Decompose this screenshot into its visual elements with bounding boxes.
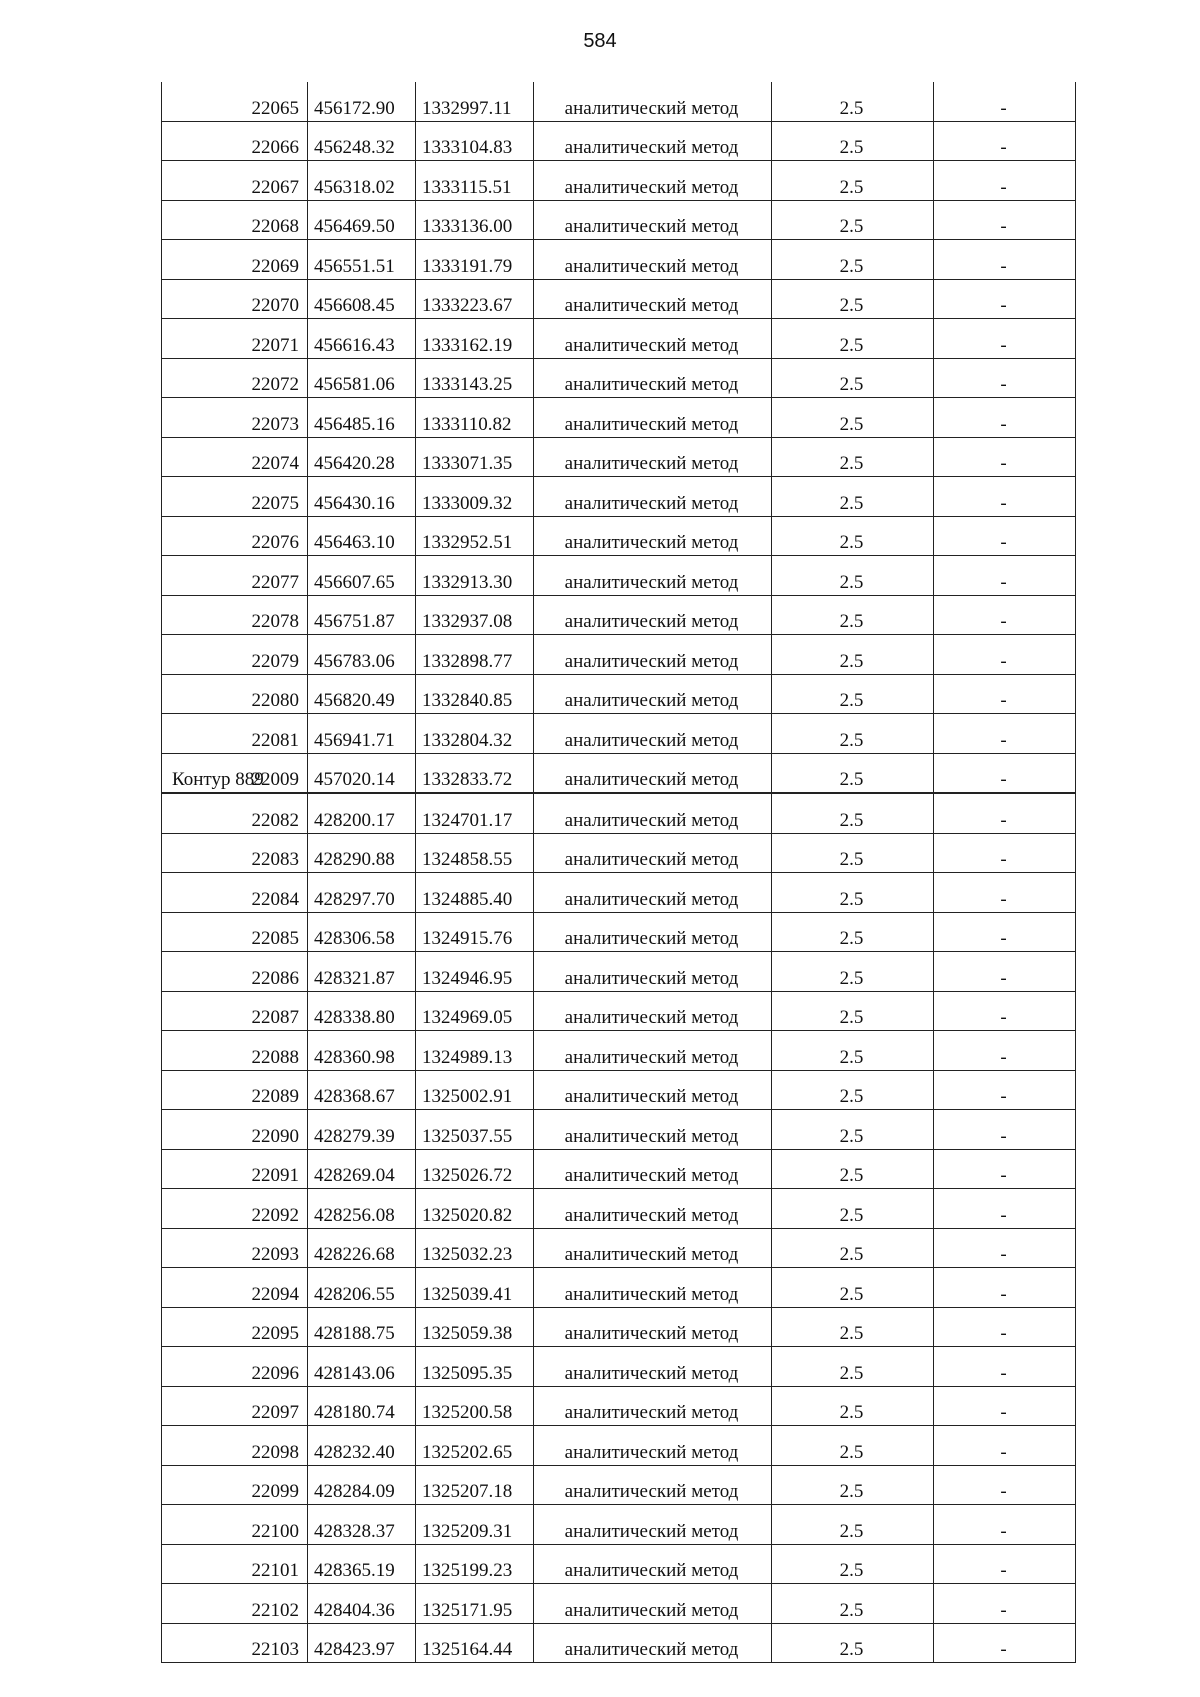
x-coordinate-cell: 428328.37	[308, 1505, 416, 1545]
accuracy-cell: 2.5	[772, 912, 934, 952]
x-coordinate-cell: 457020.14	[308, 753, 416, 793]
y-coordinate-cell: 1333110.82	[416, 398, 534, 438]
y-coordinate-cell: 1332997.11	[416, 82, 534, 121]
method-cell: аналитический метод	[534, 1426, 772, 1466]
table-row	[162, 121, 1076, 161]
table-row	[162, 1544, 1076, 1584]
point-number-cell: 22103	[162, 1623, 308, 1663]
table-row	[162, 912, 1076, 952]
table-row	[162, 1426, 1076, 1466]
description-cell: -	[934, 240, 1076, 280]
point-number-cell: 22069	[162, 240, 308, 280]
y-coordinate-cell: 1324946.95	[416, 952, 534, 992]
x-coordinate-cell: 456485.16	[308, 398, 416, 438]
accuracy-cell: 2.5	[772, 161, 934, 201]
y-coordinate-cell: 1324915.76	[416, 912, 534, 952]
point-number-cell: 22070	[162, 279, 308, 319]
point-number-cell: 22100	[162, 1505, 308, 1545]
x-coordinate-cell: 428338.80	[308, 991, 416, 1031]
accuracy-cell: 2.5	[772, 516, 934, 556]
method-cell: аналитический метод	[534, 437, 772, 477]
method-cell: аналитический метод	[534, 1465, 772, 1505]
table-row	[162, 595, 1076, 635]
point-number-cell: 22080	[162, 674, 308, 714]
x-coordinate-cell: 456941.71	[308, 714, 416, 754]
accuracy-cell: 2.5	[772, 1149, 934, 1189]
y-coordinate-cell: 1332898.77	[416, 635, 534, 675]
x-coordinate-cell: 456469.50	[308, 200, 416, 240]
point-number-cell: 22009	[162, 753, 308, 793]
y-coordinate-cell: 1332913.30	[416, 556, 534, 596]
x-coordinate-cell: 428297.70	[308, 873, 416, 913]
point-number-cell: 22090	[162, 1110, 308, 1150]
table-row	[162, 200, 1076, 240]
x-coordinate-cell: 456172.90	[308, 82, 416, 121]
method-cell: аналитический метод	[534, 794, 772, 834]
method-cell: аналитический метод	[534, 952, 772, 992]
accuracy-cell: 2.5	[772, 121, 934, 161]
x-coordinate-cell: 428423.97	[308, 1623, 416, 1663]
table-row	[162, 1623, 1076, 1663]
accuracy-cell: 2.5	[772, 240, 934, 280]
x-coordinate-cell: 456248.32	[308, 121, 416, 161]
accuracy-cell: 2.5	[772, 200, 934, 240]
table-row	[162, 873, 1076, 913]
y-coordinate-cell: 1333136.00	[416, 200, 534, 240]
point-number-cell: 22099	[162, 1465, 308, 1505]
table-row	[162, 1505, 1076, 1545]
accuracy-cell: 2.5	[772, 1623, 934, 1663]
method-cell: аналитический метод	[534, 1544, 772, 1584]
description-cell: -	[934, 556, 1076, 596]
description-cell: -	[934, 1465, 1076, 1505]
table-row	[162, 398, 1076, 438]
method-cell: аналитический метод	[534, 912, 772, 952]
x-coordinate-cell: 428256.08	[308, 1189, 416, 1229]
accuracy-cell: 2.5	[772, 753, 934, 793]
x-coordinate-cell: 456608.45	[308, 279, 416, 319]
description-cell: -	[934, 200, 1076, 240]
y-coordinate-cell: 1333009.32	[416, 477, 534, 517]
point-number-cell: 22066	[162, 121, 308, 161]
table-row	[162, 437, 1076, 477]
point-number-cell: 22085	[162, 912, 308, 952]
table-row	[162, 1228, 1076, 1268]
table-row	[162, 1584, 1076, 1624]
method-cell: аналитический метод	[534, 595, 772, 635]
y-coordinate-cell: 1333223.67	[416, 279, 534, 319]
method-cell: аналитический метод	[534, 161, 772, 201]
x-coordinate-cell: 428365.19	[308, 1544, 416, 1584]
description-cell: -	[934, 873, 1076, 913]
x-coordinate-cell: 456420.28	[308, 437, 416, 477]
description-cell: -	[934, 1149, 1076, 1189]
method-cell: аналитический метод	[534, 1307, 772, 1347]
y-coordinate-cell: 1333143.25	[416, 358, 534, 398]
coordinates-table-body	[162, 82, 1076, 793]
x-coordinate-cell: 428284.09	[308, 1465, 416, 1505]
description-cell: -	[934, 121, 1076, 161]
y-coordinate-cell: 1333071.35	[416, 437, 534, 477]
method-cell: аналитический метод	[534, 358, 772, 398]
method-cell: аналитический метод	[534, 1149, 772, 1189]
point-number-cell: 22072	[162, 358, 308, 398]
table-row	[162, 753, 1076, 793]
y-coordinate-cell: 1325095.35	[416, 1347, 534, 1387]
accuracy-cell: 2.5	[772, 398, 934, 438]
description-cell: -	[934, 714, 1076, 754]
description-cell: -	[934, 516, 1076, 556]
y-coordinate-cell: 1325026.72	[416, 1149, 534, 1189]
description-cell: -	[934, 319, 1076, 359]
table-row	[162, 1149, 1076, 1189]
accuracy-cell: 2.5	[772, 279, 934, 319]
point-number-cell: 22084	[162, 873, 308, 913]
point-number-cell: 22095	[162, 1307, 308, 1347]
y-coordinate-cell: 1332804.32	[416, 714, 534, 754]
point-number-cell: 22089	[162, 1070, 308, 1110]
method-cell: аналитический метод	[534, 1386, 772, 1426]
accuracy-cell: 2.5	[772, 794, 934, 834]
x-coordinate-cell: 456616.43	[308, 319, 416, 359]
table-row	[162, 1268, 1076, 1308]
x-coordinate-cell: 428360.98	[308, 1031, 416, 1071]
table-row	[162, 1465, 1076, 1505]
description-cell: -	[934, 674, 1076, 714]
accuracy-cell: 2.5	[772, 1228, 934, 1268]
x-coordinate-cell: 456318.02	[308, 161, 416, 201]
method-cell: аналитический метод	[534, 1347, 772, 1387]
table-row	[162, 358, 1076, 398]
x-coordinate-cell: 428206.55	[308, 1268, 416, 1308]
table-row	[162, 516, 1076, 556]
x-coordinate-cell: 456820.49	[308, 674, 416, 714]
table-row	[162, 635, 1076, 675]
method-cell: аналитический метод	[534, 398, 772, 438]
description-cell: -	[934, 912, 1076, 952]
point-number-cell: 22071	[162, 319, 308, 359]
point-number-cell: 22094	[162, 1268, 308, 1308]
description-cell: -	[934, 1386, 1076, 1426]
table-row	[162, 1110, 1076, 1150]
description-cell: -	[934, 398, 1076, 438]
description-cell: -	[934, 635, 1076, 675]
point-number-cell: 22098	[162, 1426, 308, 1466]
method-cell: аналитический метод	[534, 1070, 772, 1110]
x-coordinate-cell: 428368.67	[308, 1070, 416, 1110]
accuracy-cell: 2.5	[772, 319, 934, 359]
accuracy-cell: 2.5	[772, 833, 934, 873]
description-cell: -	[934, 1031, 1076, 1071]
accuracy-cell: 2.5	[772, 1584, 934, 1624]
point-number-cell: 22068	[162, 200, 308, 240]
y-coordinate-cell: 1325207.18	[416, 1465, 534, 1505]
point-number-cell: 22074	[162, 437, 308, 477]
accuracy-cell: 2.5	[772, 991, 934, 1031]
method-cell: аналитический метод	[534, 833, 772, 873]
method-cell: аналитический метод	[534, 1031, 772, 1071]
x-coordinate-cell: 428290.88	[308, 833, 416, 873]
description-cell: -	[934, 1110, 1076, 1150]
y-coordinate-cell: 1325164.44	[416, 1623, 534, 1663]
point-number-cell: 22086	[162, 952, 308, 992]
method-cell: аналитический метод	[534, 635, 772, 675]
y-coordinate-cell: 1332952.51	[416, 516, 534, 556]
method-cell: аналитический метод	[534, 240, 772, 280]
table-row	[162, 1386, 1076, 1426]
y-coordinate-cell: 1325059.38	[416, 1307, 534, 1347]
method-cell: аналитический метод	[534, 1268, 772, 1308]
x-coordinate-cell: 428306.58	[308, 912, 416, 952]
contour-label: Контур 889	[172, 769, 264, 790]
table-row	[162, 1347, 1076, 1387]
point-number-cell: 22087	[162, 991, 308, 1031]
description-cell: -	[934, 1070, 1076, 1110]
y-coordinate-cell: 1333104.83	[416, 121, 534, 161]
point-number-cell: 22076	[162, 516, 308, 556]
description-cell: -	[934, 833, 1076, 873]
y-coordinate-cell: 1324989.13	[416, 1031, 534, 1071]
y-coordinate-cell: 1332833.72	[416, 753, 534, 793]
y-coordinate-cell: 1333191.79	[416, 240, 534, 280]
y-coordinate-cell: 1325037.55	[416, 1110, 534, 1150]
description-cell: -	[934, 595, 1076, 635]
point-number-cell: 22091	[162, 1149, 308, 1189]
y-coordinate-cell: 1325200.58	[416, 1386, 534, 1426]
point-number-cell: 22102	[162, 1584, 308, 1624]
y-coordinate-cell: 1332840.85	[416, 674, 534, 714]
point-number-cell: 22092	[162, 1189, 308, 1229]
description-cell: -	[934, 1544, 1076, 1584]
accuracy-cell: 2.5	[772, 674, 934, 714]
point-number-cell: 22088	[162, 1031, 308, 1071]
coordinates-table-contour-889	[161, 793, 1076, 1663]
description-cell: -	[934, 794, 1076, 834]
point-number-cell: 22093	[162, 1228, 308, 1268]
point-number-cell: 22101	[162, 1544, 308, 1584]
method-cell: аналитический метод	[534, 556, 772, 596]
table-row	[162, 952, 1076, 992]
description-cell: -	[934, 1505, 1076, 1545]
accuracy-cell: 2.5	[772, 1307, 934, 1347]
accuracy-cell: 2.5	[772, 556, 934, 596]
method-cell: аналитический метод	[534, 1228, 772, 1268]
point-number-cell: 22078	[162, 595, 308, 635]
accuracy-cell: 2.5	[772, 714, 934, 754]
method-cell: аналитический метод	[534, 674, 772, 714]
y-coordinate-cell: 1324885.40	[416, 873, 534, 913]
y-coordinate-cell: 1325020.82	[416, 1189, 534, 1229]
point-number-cell: 22075	[162, 477, 308, 517]
method-cell: аналитический метод	[534, 1584, 772, 1624]
description-cell: -	[934, 1228, 1076, 1268]
accuracy-cell: 2.5	[772, 1268, 934, 1308]
y-coordinate-cell: 1325039.41	[416, 1268, 534, 1308]
description-cell: -	[934, 1623, 1076, 1663]
table-row	[162, 674, 1076, 714]
x-coordinate-cell: 456607.65	[308, 556, 416, 596]
y-coordinate-cell: 1333162.19	[416, 319, 534, 359]
accuracy-cell: 2.5	[772, 952, 934, 992]
table-row	[162, 1070, 1076, 1110]
point-number-cell: 22077	[162, 556, 308, 596]
table-row	[162, 794, 1076, 834]
description-cell: -	[934, 991, 1076, 1031]
method-cell: аналитический метод	[534, 121, 772, 161]
accuracy-cell: 2.5	[772, 1505, 934, 1545]
method-cell: аналитический метод	[534, 991, 772, 1031]
table-row	[162, 477, 1076, 517]
table-row	[162, 240, 1076, 280]
description-cell: -	[934, 279, 1076, 319]
x-coordinate-cell: 428404.36	[308, 1584, 416, 1624]
table-row	[162, 1189, 1076, 1229]
table-row	[162, 161, 1076, 201]
x-coordinate-cell: 456783.06	[308, 635, 416, 675]
accuracy-cell: 2.5	[772, 595, 934, 635]
method-cell: аналитический метод	[534, 477, 772, 517]
table-row	[162, 319, 1076, 359]
table-row	[162, 833, 1076, 873]
x-coordinate-cell: 428269.04	[308, 1149, 416, 1189]
accuracy-cell: 2.5	[772, 1465, 934, 1505]
description-cell: -	[934, 1307, 1076, 1347]
x-coordinate-cell: 428180.74	[308, 1386, 416, 1426]
accuracy-cell: 2.5	[772, 437, 934, 477]
x-coordinate-cell: 428200.17	[308, 794, 416, 834]
description-cell: -	[934, 161, 1076, 201]
point-number-cell: 22079	[162, 635, 308, 675]
description-cell: -	[934, 1347, 1076, 1387]
y-coordinate-cell: 1325002.91	[416, 1070, 534, 1110]
method-cell: аналитический метод	[534, 714, 772, 754]
y-coordinate-cell: 1325171.95	[416, 1584, 534, 1624]
point-number-cell: 22073	[162, 398, 308, 438]
description-cell: -	[934, 1189, 1076, 1229]
description-cell: -	[934, 1584, 1076, 1624]
method-cell: аналитический метод	[534, 279, 772, 319]
table-row	[162, 1307, 1076, 1347]
point-number-cell: 22067	[162, 161, 308, 201]
method-cell: аналитический метод	[534, 873, 772, 913]
accuracy-cell: 2.5	[772, 1386, 934, 1426]
description-cell: -	[934, 82, 1076, 121]
coordinates-table-body	[162, 794, 1076, 1663]
coordinates-table-continued	[161, 82, 1076, 793]
accuracy-cell: 2.5	[772, 1070, 934, 1110]
method-cell: аналитический метод	[534, 753, 772, 793]
method-cell: аналитический метод	[534, 1505, 772, 1545]
description-cell: -	[934, 477, 1076, 517]
table-row	[162, 714, 1076, 754]
table-row	[162, 279, 1076, 319]
table-row	[162, 1031, 1076, 1071]
x-coordinate-cell: 456430.16	[308, 477, 416, 517]
accuracy-cell: 2.5	[772, 873, 934, 913]
accuracy-cell: 2.5	[772, 1347, 934, 1387]
method-cell: аналитический метод	[534, 1189, 772, 1229]
point-number-cell: 22082	[162, 794, 308, 834]
y-coordinate-cell: 1325209.31	[416, 1505, 534, 1545]
accuracy-cell: 2.5	[772, 635, 934, 675]
method-cell: аналитический метод	[534, 516, 772, 556]
table-row	[162, 556, 1076, 596]
accuracy-cell: 2.5	[772, 1426, 934, 1466]
accuracy-cell: 2.5	[772, 1544, 934, 1584]
point-number-cell: 22081	[162, 714, 308, 754]
table-row	[162, 82, 1076, 121]
description-cell: -	[934, 753, 1076, 793]
accuracy-cell: 2.5	[772, 82, 934, 121]
x-coordinate-cell: 428188.75	[308, 1307, 416, 1347]
x-coordinate-cell: 428232.40	[308, 1426, 416, 1466]
x-coordinate-cell: 456581.06	[308, 358, 416, 398]
y-coordinate-cell: 1324858.55	[416, 833, 534, 873]
x-coordinate-cell: 456551.51	[308, 240, 416, 280]
accuracy-cell: 2.5	[772, 358, 934, 398]
description-cell: -	[934, 1426, 1076, 1466]
x-coordinate-cell: 428226.68	[308, 1228, 416, 1268]
accuracy-cell: 2.5	[772, 1031, 934, 1071]
point-number-cell: 22083	[162, 833, 308, 873]
description-cell: -	[934, 437, 1076, 477]
accuracy-cell: 2.5	[772, 477, 934, 517]
y-coordinate-cell: 1324969.05	[416, 991, 534, 1031]
x-coordinate-cell: 428321.87	[308, 952, 416, 992]
point-number-cell: 22097	[162, 1386, 308, 1426]
description-cell: -	[934, 358, 1076, 398]
x-coordinate-cell: 456463.10	[308, 516, 416, 556]
point-number-cell: 22096	[162, 1347, 308, 1387]
y-coordinate-cell: 1332937.08	[416, 595, 534, 635]
description-cell: -	[934, 952, 1076, 992]
method-cell: аналитический метод	[534, 319, 772, 359]
page-number: 584	[583, 30, 617, 52]
method-cell: аналитический метод	[534, 82, 772, 121]
table-row	[162, 991, 1076, 1031]
y-coordinate-cell: 1324701.17	[416, 794, 534, 834]
y-coordinate-cell: 1325032.23	[416, 1228, 534, 1268]
accuracy-cell: 2.5	[772, 1110, 934, 1150]
y-coordinate-cell: 1325202.65	[416, 1426, 534, 1466]
point-number-cell: 22065	[162, 82, 308, 121]
description-cell: -	[934, 1268, 1076, 1308]
y-coordinate-cell: 1333115.51	[416, 161, 534, 201]
method-cell: аналитический метод	[534, 1110, 772, 1150]
y-coordinate-cell: 1325199.23	[416, 1544, 534, 1584]
method-cell: аналитический метод	[534, 200, 772, 240]
x-coordinate-cell: 456751.87	[308, 595, 416, 635]
x-coordinate-cell: 428143.06	[308, 1347, 416, 1387]
accuracy-cell: 2.5	[772, 1189, 934, 1229]
x-coordinate-cell: 428279.39	[308, 1110, 416, 1150]
method-cell: аналитический метод	[534, 1623, 772, 1663]
